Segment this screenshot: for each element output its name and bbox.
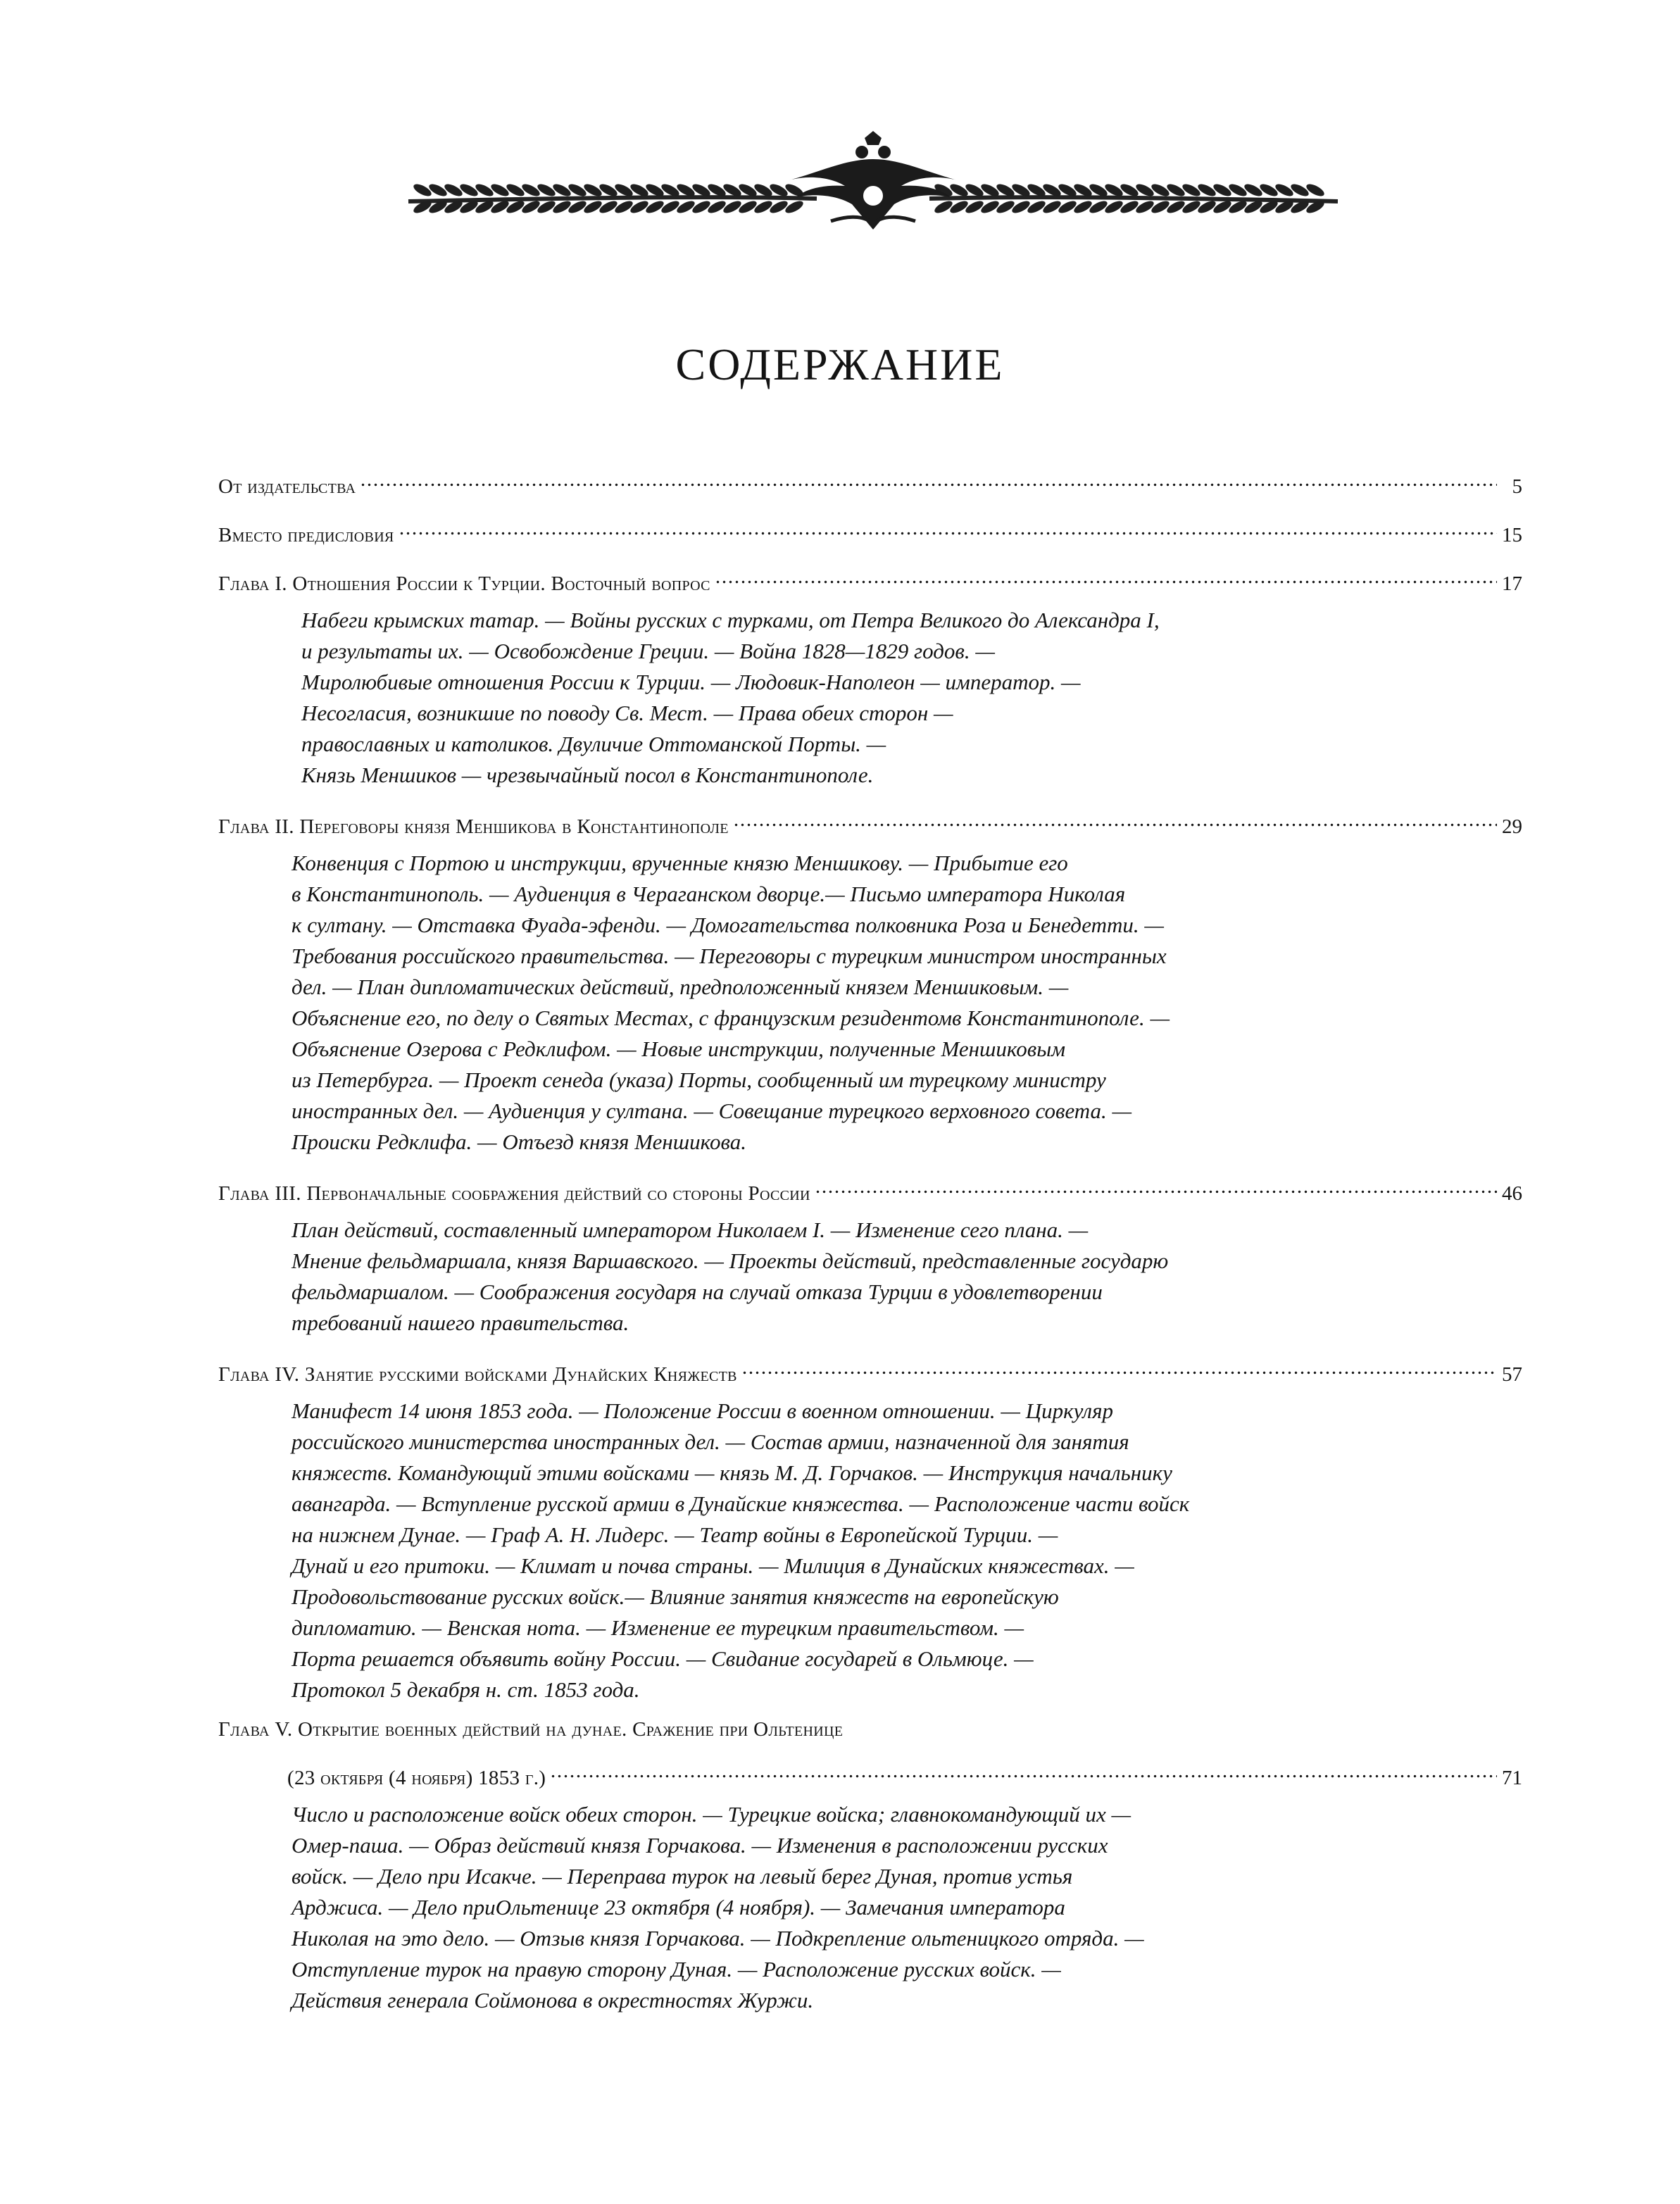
laurel-leaf: [660, 199, 681, 215]
dot-leader: [360, 456, 1497, 493]
summary-line: иностранных дел. — Аудиенция у султана. — Совещание турецкого верховного совета. —: [292, 1098, 1132, 1123]
laurel-leaf: [933, 199, 954, 215]
summary-line: авангарда. — Вступление русской армии в Дунайские княжества. — Расположение части войск: [292, 1491, 1190, 1516]
eagle-laurel-ornament: [394, 131, 1352, 244]
laurel-leaf: [691, 199, 712, 215]
summary-line: Объяснение Озерова с Редклифом. — Новые инструкции, полученные Меншиковым: [292, 1037, 1065, 1061]
laurel-leaf: [1305, 182, 1326, 199]
toc-entry-label: Глава IV. Занятие русскими войсками Дунайских Княжеств: [218, 1363, 737, 1386]
dot-leader: [399, 505, 1497, 541]
toc-page-number: 29: [1502, 815, 1522, 838]
laurel-leaf: [768, 199, 789, 215]
toc-page-number: 71: [1502, 1767, 1522, 1789]
toc-entry-label: Глава V. Открытие военных действий на дунае. Сражение при Ольтенице: [218, 1718, 844, 1741]
table-of-contents: [218, 456, 1522, 2022]
toc-entry-chapter-4[interactable]: [218, 1344, 1522, 1393]
laurel-leaf: [722, 199, 743, 215]
summary-line: Порта решается объявить войну России. — Свидание государей в Ольмюце. —: [292, 1646, 1034, 1671]
summary-line: Омер-паша. — Образ действий князя Горчакова. — Изменения в расположении русских: [292, 1833, 1108, 1858]
summary-line: Конвенция с Портою и инструкции, врученные князю Меншикову. — Прибытие его: [292, 851, 1068, 875]
laurel-leaf: [629, 199, 650, 215]
laurel-leaf: [1212, 182, 1233, 199]
summary-line: на нижнем Дунае. — Граф А. Н. Лидерс. — Театр войны в Европейской Турции. —: [292, 1522, 1058, 1547]
summary-line: в Константинополь. — Аудиенция в Чераганском дворце.— Письмо императора Николая: [292, 882, 1126, 906]
laurel-leaf: [1150, 199, 1171, 215]
laurel-leaf: [520, 182, 541, 199]
laurel-leaf: [1026, 199, 1047, 215]
laurel-leaf: [551, 199, 572, 215]
chapter-5-summary: [218, 1796, 1522, 2022]
chapter-3-summary: [218, 1212, 1522, 1344]
summary-line: Протокол 5 декабря н. ст. 1853 года.: [292, 1677, 640, 1702]
laurel-leaf: [1181, 199, 1202, 215]
toc-entry-chapter-5-continued[interactable]: [218, 1748, 1522, 1796]
summary-line: Действия генерала Соймонова в окрестностях Журжи.: [292, 1988, 814, 2012]
laurel-leaf: [582, 199, 603, 215]
laurel-leaf: [1227, 182, 1248, 199]
summary-line: Николая на это дело. — Отзыв князя Горчакова. — Подкрепление ольтеницкого отряда. —: [292, 1926, 1144, 1951]
page-title: СОДЕРЖАНИЕ: [675, 339, 1005, 389]
summary-line: Набеги крымских татар. — Войны русских с турками, от Петра Великого до Александра I,: [301, 608, 1160, 632]
summary-line: Мнение фельдмаршала, князя Варшавского. — Проекты действий, представленные государю: [292, 1248, 1169, 1273]
toc-entry-label: Глава III. Первоначальные соображения действий со стороны России: [218, 1182, 810, 1205]
summary-line: Миролюбивые отношения России к Турции. — Людовик-Наполеон — император. —: [301, 670, 1081, 694]
chapter-4-summary: [218, 1393, 1522, 1711]
laurel-leaf: [1088, 199, 1109, 215]
summary-line: войск. — Дело при Исакче. — Переправа турок на левый берег Дуная, против устья: [292, 1864, 1073, 1889]
laurel-leaf: [489, 182, 510, 199]
laurel-leaf: [474, 182, 495, 199]
toc-entry-label: От издательства: [218, 475, 356, 498]
laurel-leaf: [1289, 182, 1310, 199]
laurel-leaf: [567, 182, 588, 199]
dot-leader: [741, 1344, 1497, 1381]
laurel-leaf: [1165, 199, 1186, 215]
toc-entry-chapter-3[interactable]: [218, 1163, 1522, 1212]
toc-entry-chapter-2[interactable]: [218, 796, 1522, 845]
laurel-leaf: [443, 182, 464, 199]
dot-leader: [550, 1748, 1497, 1784]
summary-line: православных и католиков. Двуличие Оттоманской Порты. —: [301, 732, 886, 756]
toc-entry-label: Вместо предисловия: [218, 524, 394, 546]
laurel-leaf: [1119, 199, 1140, 215]
laurel-leaf: [427, 182, 449, 199]
laurel-leaf: [644, 199, 665, 215]
laurel-leaf: [948, 199, 970, 215]
laurel-leaf: [753, 199, 774, 215]
summary-line: Несогласия, возникшие по поводу Св. Мест. — Права обеих сторон —: [301, 701, 953, 725]
toc-page-number: 5: [1512, 475, 1522, 498]
dot-leader: [815, 1163, 1497, 1200]
summary-line: Манифест 14 июня 1853 года. — Положение России в военном отношении. — Циркуляр: [292, 1398, 1113, 1423]
laurel-leaf: [567, 199, 588, 215]
laurel-leaf: [1196, 182, 1217, 199]
laurel-leaf: [551, 182, 572, 199]
toc-entry-publisher[interactable]: [218, 456, 1522, 505]
laurel-leaf: [1010, 199, 1032, 215]
laurel-leaf: [1072, 199, 1093, 215]
laurel-leaf: [995, 199, 1016, 215]
summary-line: Требования российского правительства. — Переговоры с турецким министром иностранных: [292, 944, 1167, 968]
toc-entry-label: Глава I. Отношения России к Турции. Восточный вопрос: [218, 572, 710, 595]
summary-line: из Петербурга. — Проект сенеда (указа) Порты, сообщенный им турецкому министру: [292, 1067, 1106, 1092]
laurel-leaf: [964, 199, 985, 215]
laurel-leaf: [536, 199, 557, 215]
summary-line: к султану. — Отставка Фуада-эфенди. — Домогательства полковника Роза и Бенедетти. —: [292, 913, 1164, 937]
summary-line: Происки Редклифа. — Отъезд князя Меншикова.: [292, 1129, 746, 1154]
summary-line: Арджиса. — Дело приОльтенице 23 октября (4 ноября). — Замечания императора: [292, 1895, 1065, 1920]
summary-line: Князь Меншиков — чрезвычайный посол в Константинополе.: [301, 763, 874, 787]
summary-line: дипломатию. — Венская нота. — Изменение ее турецким правительством. —: [292, 1615, 1024, 1640]
laurel-leaf: [979, 199, 1001, 215]
summary-line: Отступление турок на правую сторону Дуная. — Расположение русских войск. —: [292, 1957, 1061, 1981]
laurel-leaf: [784, 199, 805, 215]
laurel-leaf: [1134, 199, 1155, 215]
toc-page-number: 46: [1502, 1182, 1522, 1205]
summary-line: фельдмаршалом. — Соображения государя на случай отказа Турции в удовлетворении: [292, 1279, 1103, 1304]
summary-line: княжеств. Командующий этими войсками — князь М. Д. Горчаков. — Инструкция начальнику: [292, 1460, 1172, 1485]
laurel-leaf: [1196, 199, 1217, 215]
summary-line: Продовольствование русских войск.— Влияние занятия княжеств на европейскую: [292, 1584, 1059, 1609]
laurel-leaf: [458, 182, 479, 199]
toc-entry-foreword[interactable]: [218, 505, 1522, 553]
toc-entry-label-line2: (23 октября (4 ноября) 1853 г.): [287, 1767, 546, 1789]
laurel-leaf: [1258, 182, 1279, 199]
toc-page-number: 15: [1502, 524, 1522, 546]
summary-line: российского министерства иностранных дел. — Состав армии, назначенной для занятия: [292, 1429, 1129, 1454]
laurel-leaf: [505, 182, 526, 199]
laurel-leaf: [1165, 182, 1186, 199]
summary-line: и результаты их. — Освобождение Греции. — Война 1828—1829 годов. —: [301, 639, 995, 663]
toc-page-number: 57: [1502, 1363, 1522, 1386]
eagle-emblem: [789, 131, 958, 230]
laurel-leaf: [706, 199, 727, 215]
laurel-leaf: [1041, 199, 1062, 215]
summary-line: Объяснение его, по делу о Святых Местах, с французским резидентомв Константинополе. —: [292, 1006, 1170, 1030]
dot-leader: [715, 553, 1497, 590]
laurel-leaf: [1103, 199, 1124, 215]
laurel-leaf: [1057, 199, 1078, 215]
chapter-1-summary: [218, 602, 1522, 796]
toc-entry-chapter-5[interactable]: [218, 1711, 1522, 1748]
laurel-leaf: [1181, 182, 1202, 199]
laurel-leaf: [536, 182, 557, 199]
laurel-branch-right: [929, 182, 1338, 215]
laurel-leaf: [737, 199, 758, 215]
summary-line: Число и расположение войск обеих сторон. — Турецкие войска; главнокомандующий их —: [292, 1802, 1132, 1827]
laurel-leaf: [675, 199, 696, 215]
laurel-leaf: [598, 199, 619, 215]
toc-entry-chapter-1[interactable]: [218, 553, 1522, 602]
laurel-branch-left: [408, 182, 817, 215]
summary-line: Дунай и его притоки. — Климат и почва страны. — Милиция в Дунайских княжествах. —: [292, 1553, 1134, 1578]
laurel-leaf: [613, 199, 634, 215]
summary-line: требований нашего правительства.: [292, 1310, 629, 1335]
toc-entry-label: Глава II. Переговоры князя Меншикова в Константинополе: [218, 815, 729, 838]
summary-line: План действий, составленный императором Николаем I. — Изменение сего плана. —: [292, 1217, 1089, 1242]
laurel-leaf: [412, 182, 433, 199]
chapter-2-summary: [218, 845, 1522, 1163]
laurel-leaf: [1274, 182, 1295, 199]
laurel-leaf: [1243, 182, 1264, 199]
summary-line: дел. — План дипломатических действий, предположенный князем Меншиковым. —: [292, 975, 1069, 999]
laurel-leaf: [1150, 182, 1171, 199]
laurel-leaf: [582, 182, 603, 199]
dot-leader: [733, 796, 1497, 833]
toc-page-number: 17: [1502, 572, 1522, 595]
